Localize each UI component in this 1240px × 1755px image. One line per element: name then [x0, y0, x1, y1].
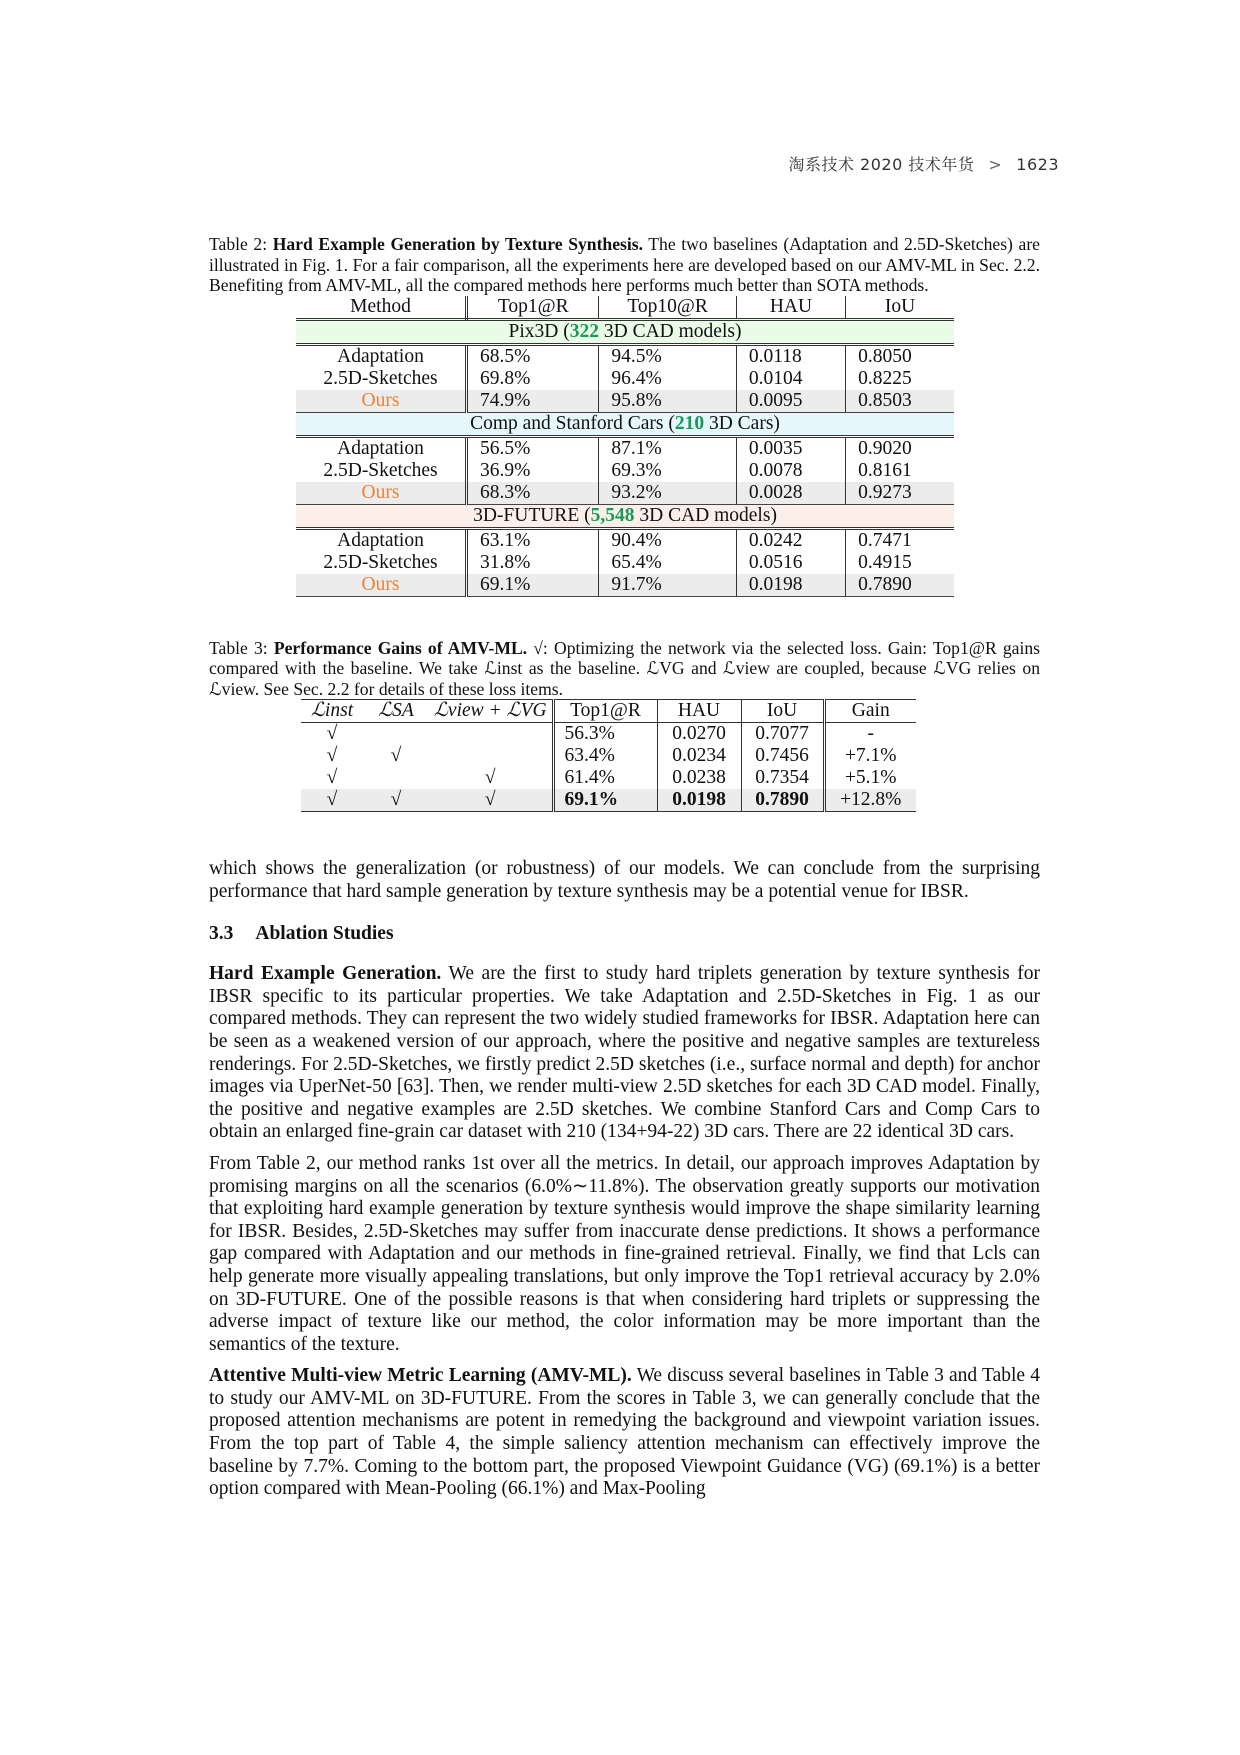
table3-header-row	[301, 700, 916, 723]
table2-method-cell: 2.5D-Sketches	[296, 552, 467, 574]
table3-check-cell	[429, 745, 553, 767]
table3-col-lview-lvg: ℒview + ℒVG	[429, 700, 553, 723]
table2-value-cell: 0.9273	[846, 482, 954, 505]
table2-row	[296, 436, 954, 460]
table2-row	[296, 528, 954, 552]
table2-row	[296, 390, 954, 413]
table3-value-cell: 63.4%	[553, 745, 657, 767]
table2-group-header	[296, 504, 954, 528]
table2-value-cell: 95.8%	[599, 390, 736, 413]
table3-value-cell: +7.1%	[844, 745, 897, 766]
table3-value-cell: 0.0198	[657, 789, 741, 812]
table3-check-cell: √	[429, 789, 553, 812]
page-number: 1623	[1016, 155, 1059, 174]
table3	[301, 699, 916, 812]
table2-value-cell: 31.8%	[467, 552, 599, 574]
table2-group-title	[296, 412, 954, 436]
table2-group-header	[296, 412, 954, 436]
table2-col-method: Method	[296, 296, 467, 320]
section-number: 3.3	[209, 923, 234, 945]
table2-value-cell: 36.9%	[467, 460, 599, 482]
table2-value-cell: 94.5%	[599, 344, 736, 368]
table2-value-cell: 0.8225	[858, 367, 912, 389]
section-heading	[209, 923, 1040, 945]
table3-value-cell: 0.7077	[741, 723, 824, 746]
table3-value-cell: 0.7456	[741, 745, 824, 767]
table3-col-iou: IoU	[741, 700, 824, 723]
paragraph-hard-example-text: We are the first to study hard triplets generation by texture synthesis for IBSR specific to its particular properties. We take Adaptation and 2.5D-Sketches in Fig. 1 as our compared methods. They can represent the two widely studied frameworks for IBSR. Adaptation here can be seen as a weakened version of our approach, where the positive and negative samples are textureless renderings. For 2.5D-Sketches, we firstly predict 2.5D sketches (i.e., surface normal and depth) for anchor images via UperNet-50 [63]. Then, we render multi-view 2.5D sketches for each 3D CAD model. Finally, the positive and negative examples are 2.5D sketches. We combine Stanford Cars and Comp Cars to obtain an enlarged fine-grain car dataset with 210 (134+94-22) 3D cars. There are 22 identical 3D cars.	[209, 963, 1040, 1143]
table2-col-hau: HAU	[736, 296, 845, 320]
group-title-prefix: 3D-FUTURE (	[473, 504, 591, 526]
header-separator: >	[988, 155, 1003, 174]
table3-value-cell: 0.0234	[657, 745, 741, 767]
table3-title: Performance Gains of AMV-ML.	[273, 637, 528, 658]
paragraph-hard-example	[209, 963, 1040, 1144]
group-title-prefix: Pix3D (	[508, 320, 570, 342]
table2-method-cell: Adaptation	[296, 344, 467, 368]
table2-col-top10: Top10@R	[599, 296, 736, 320]
table2-value-cell: 0.0242	[736, 528, 845, 552]
table3-value-cell: 0.0270	[657, 723, 741, 746]
table3-row	[301, 767, 916, 789]
table3-value-cell: 61.4%	[553, 767, 657, 789]
table2-value-cell: 93.2%	[599, 482, 736, 505]
table3-row	[301, 745, 916, 767]
table3-value-cell: 56.3%	[553, 723, 657, 746]
table2-value-cell: 0.4915	[858, 551, 912, 573]
body-text	[209, 858, 1040, 1501]
table2-group-header	[296, 319, 954, 344]
table2-value-cell: 69.8%	[467, 368, 599, 390]
table3-col-lsa: ℒSA	[363, 700, 429, 723]
table2-caption	[209, 234, 1040, 296]
table2-row	[296, 460, 954, 482]
table2-value-cell: 0.8503	[846, 390, 954, 413]
group-model-count: 210	[674, 412, 705, 434]
table3-check-cell: √	[429, 767, 553, 789]
group-model-count: 5,548	[590, 504, 635, 526]
table3-row	[301, 789, 916, 812]
table2-group-title	[296, 504, 954, 528]
table2-row	[296, 574, 954, 597]
table3-caption	[209, 638, 1040, 700]
table2-label: Table 2:	[209, 234, 268, 254]
table3-check-cell	[363, 723, 429, 746]
table2-value-cell: 68.3%	[467, 482, 599, 505]
section-title: Ablation Studies	[255, 923, 394, 945]
table3-check-cell	[429, 723, 553, 746]
table2-value-cell: 0.0516	[736, 552, 845, 574]
table3-check-cell: √	[326, 723, 338, 744]
table3-check-cell: √	[326, 745, 338, 766]
table2-method-cell: 2.5D-Sketches	[296, 460, 467, 482]
paragraph-amvml	[209, 1365, 1040, 1501]
table3-col-linst: ℒinst	[301, 700, 363, 723]
table2-value-cell: 56.5%	[467, 436, 599, 460]
table2-value-cell: 0.0035	[736, 436, 845, 460]
table2-title: Hard Example Generation by Texture Synthesis.	[272, 234, 644, 254]
table2-value-cell: 0.7471	[858, 529, 912, 551]
table3-col-gain: Gain	[824, 700, 916, 723]
table2-value-cell: 0.0118	[736, 344, 845, 368]
table3-value-cell: 0.7354	[741, 767, 824, 789]
table2-row	[296, 344, 954, 368]
table2-value-cell: 0.0078	[736, 460, 845, 482]
page-header	[788, 152, 1059, 175]
table2-value-cell: 0.0095	[736, 390, 845, 413]
table2-value-cell: 0.9020	[858, 437, 912, 459]
table3-caption-text: √: Optimizing the network via the selected loss. Gain: Top1@R gains compared with the baseline. We take ℒinst as the baseline. ℒVG and ℒview are coupled, because ℒVG relies on ℒview. See Sec. 2.2 for details of these loss items.	[209, 637, 1041, 699]
table2-value-cell: 65.4%	[599, 552, 736, 574]
table3-check-cell: √	[390, 745, 402, 766]
table3-value-cell: +5.1%	[844, 767, 897, 788]
table2-value-cell: 96.4%	[599, 368, 736, 390]
table3-check-cell	[363, 767, 429, 789]
table2-value-cell: 63.1%	[467, 528, 599, 552]
table2-row	[296, 368, 954, 390]
table2-method-cell: Ours	[296, 482, 467, 505]
table3-check-cell: √	[301, 789, 363, 812]
table2-header-row	[296, 296, 954, 320]
table3-value-cell: +12.8%	[824, 789, 916, 812]
table3-row	[301, 723, 916, 746]
paragraph-intro: which shows the generalization (or robustness) of our models. We can conclude from the surprising performance that hard sample generation by texture synthesis may be a potential venue for IBSR.	[209, 858, 1040, 902]
table3-col-hau: HAU	[657, 700, 741, 723]
page-content	[209, 234, 1040, 1501]
table3-label: Table 3:	[209, 637, 268, 658]
table2-row	[296, 552, 954, 574]
table2-method-cell: 2.5D-Sketches	[296, 368, 467, 390]
table2-value-cell: 0.0104	[736, 368, 845, 390]
table2-method-cell: Adaptation	[296, 436, 467, 460]
table2-method-cell: Adaptation	[296, 528, 467, 552]
paragraph-table2-discussion: From Table 2, our method ranks 1st over all the metrics. In detail, our approach improves Adaptation by promising margins on all the scenarios (6.0%∼11.8%). The observation greatly supports our motivation that exploiting hard example generation by texture synthesis would improve the shape similarity learning for IBSR. Besides, 2.5D-Sketches may suffer from inaccurate dense predictions. It shows a performance gap compared with Adaptation and our methods in fine-grained retrieval. Finally, we find that Lcls can help generate more visually appealing translations, but only improve the Top1 retrieval accuracy by 2.0% on 3D-FUTURE. One of the possible reasons is that when considering hard triplets or suppressing the adverse impact of texture like our method, the color information may be more important than the semantics of the texture.	[209, 1152, 1040, 1355]
header-title: 淘系技术 2020 技术年货	[788, 155, 975, 174]
table3-value-cell: 0.0238	[657, 767, 741, 789]
group-model-count: 322	[569, 320, 599, 342]
table2-value-cell: 68.5%	[467, 344, 599, 368]
table2-group-title	[296, 319, 954, 344]
table2-method-cell: Ours	[296, 390, 467, 413]
table2-value-cell: 69.3%	[599, 460, 736, 482]
table2-value-cell: 0.0028	[736, 482, 845, 505]
table2-value-cell: 91.7%	[599, 574, 736, 597]
group-title-prefix: Comp and Stanford Cars (	[470, 412, 675, 434]
table2-value-cell: 0.8161	[858, 459, 912, 481]
table2-method-cell: Ours	[296, 574, 467, 597]
group-title-suffix: 3D CAD models)	[634, 504, 777, 526]
table3-check-cell: √	[326, 767, 338, 788]
table2-value-cell: 87.1%	[599, 436, 736, 460]
paragraph-amvml-text: We discuss several baselines in Table 3 and Table 4 to study our AMV-ML on 3D-FUTURE. From the scores in Table 3, we can generally conclude that the proposed attention mechanisms are potent in remedying the background and viewpoint variation issues. From the top part of Table 4, the simple saliency attention mechanism can effectively improve the baseline by 7.7%. Coming to the bottom part, the proposed Viewpoint Guidance (VG) (69.1%) is a better option compared with Mean-Pooling (66.1%) and Max-Pooling	[209, 1365, 1040, 1500]
table3-check-cell: √	[363, 789, 429, 812]
table2-value-cell: 0.8050	[858, 345, 912, 367]
table3-col-top1: Top1@R	[553, 700, 657, 723]
table2-value-cell: 0.0198	[736, 574, 845, 597]
table2-col-top1: Top1@R	[467, 296, 599, 320]
table2-row	[296, 482, 954, 505]
table2-col-iou: IoU	[846, 296, 954, 320]
table2	[296, 296, 954, 597]
table2-value-cell: 74.9%	[467, 390, 599, 413]
group-title-suffix: 3D Cars)	[704, 412, 780, 434]
table3-value-cell: 69.1%	[553, 789, 657, 812]
group-title-suffix: 3D CAD models)	[599, 320, 742, 342]
paragraph-hard-example-lead: Hard Example Generation.	[209, 963, 442, 985]
paragraph-amvml-lead: Attentive Multi-view Metric Learning (AMV-ML).	[209, 1365, 632, 1387]
table2-value-cell: 0.7890	[846, 574, 954, 597]
table2-value-cell: 90.4%	[599, 528, 736, 552]
table3-value-cell: -	[867, 723, 874, 744]
table2-caption-text: The two baselines (Adaptation and 2.5D-Sketches) are illustrated in Fig. 1. For a fair comparison, all the experiments here are developed based on our AMV-ML in Sec. 2.2. Benefiting from AMV-ML, all the compared methods here performs much better than SOTA methods.	[209, 234, 1040, 295]
table3-value-cell: 0.7890	[741, 789, 824, 812]
table2-value-cell: 69.1%	[467, 574, 599, 597]
